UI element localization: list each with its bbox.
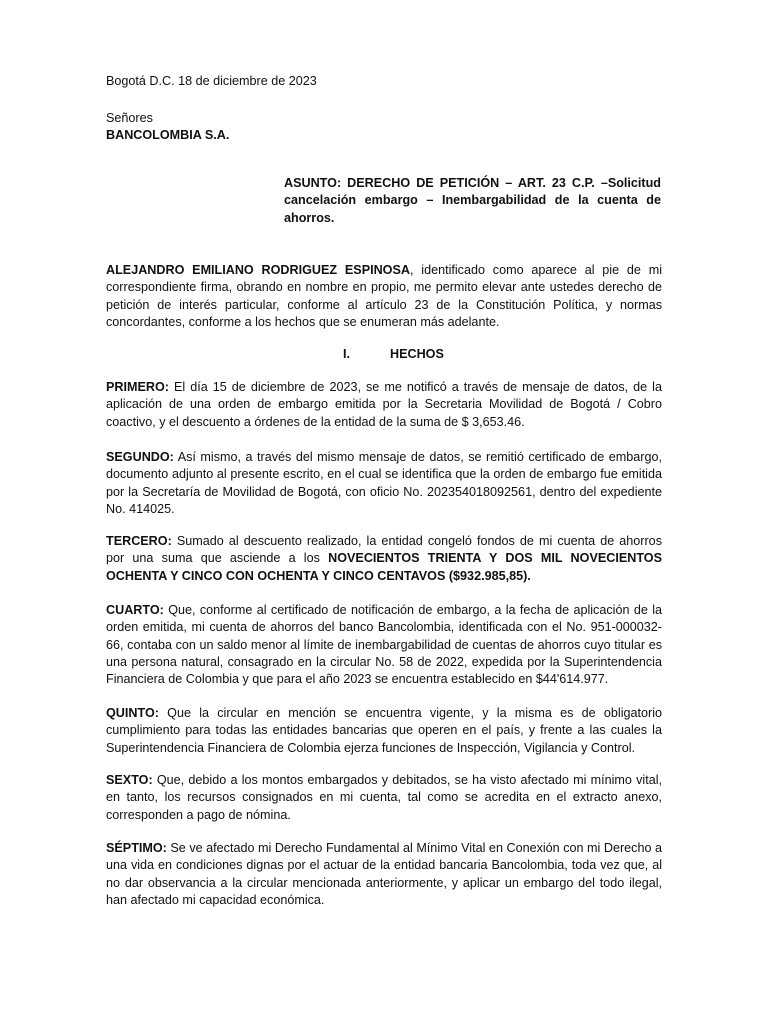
section-title: HECHOS (390, 347, 444, 361)
addressee-block (106, 110, 229, 145)
fact-paragraph-septimo (106, 840, 662, 909)
recipient-name: BANCOLOMBIA S.A. (106, 128, 230, 143)
fact-paragraph-sexto (106, 772, 662, 824)
fact-paragraph-quinto (106, 705, 662, 757)
fact-label: TERCERO: (106, 534, 172, 548)
fact-paragraph-primero (106, 379, 662, 431)
fact-text: Que la circular en mención se encuentra vigente, y la misma es de obligatorio cumplimiento para todas las entidades bancarias que operen en el país, y frente a las cuales la Superintendencia Financiera de Colombia ejerza funciones de Inspección, Vigilancia y Control. (106, 706, 662, 755)
fact-paragraph-segundo (106, 449, 662, 518)
fact-label: SEXTO: (106, 773, 153, 787)
letter-date: Bogotá D.C. 18 de diciembre de 2023 (106, 74, 317, 88)
fact-text: Sumado al descuento realizado, la entidad congeló fondos de mi cuenta de ahorros por una suma que asciende a los (106, 534, 662, 566)
intro-text: , identificado como aparece al pie de mi correspondiente firma, obrando en nombre en propio, me permito elevar ante ustedes derecho de petición de interés particular, conforme al artículo 23 de la Constitución Política, y normas concordantes, conforme a los hechos que se enumeran más adelante. (106, 263, 663, 329)
frozen-amount: NOVECIENTOS TRIENTA Y DOS MIL NOVECIENTOS OCHENTA Y CINCO CON OCHENTA Y CINCO CENTAVOS ($932.985,85). (106, 551, 662, 583)
fact-paragraph-cuarto (106, 602, 662, 688)
fact-text: Así mismo, a través del mismo mensaje de datos, se remitió certificado de embargo, documento adjunto al presente escrito, en el cual se identifica que la orden de embargo fue emitida por la Secretaría de Movilidad de Bogotá, con oficio No. 202354018092561, dentro del expediente No. 414025. (106, 450, 662, 516)
fact-text: El día 15 de diciembre de 2023, se me notificó a través de mensaje de datos, de la aplicación de una orden de embargo emitida por la Secretaria Movilidad de Bogotá / Cobro coactivo, y el descuento a órdenes de la entidad de la suma de $ 3,653.46. (106, 380, 662, 429)
intro-paragraph (106, 262, 662, 331)
fact-text: Que, debido a los montos embargados y debitados, se ha visto afectado mi mínimo vital, en tanto, los recursos consignados en mi cuenta, tal como se acredita en el extracto anexo, corresponden a pago de nómina. (106, 773, 662, 822)
section-heading (343, 346, 444, 363)
fact-label: SÉPTIMO: (106, 841, 167, 855)
fact-label: CUARTO: (106, 603, 164, 617)
section-number: I. (343, 347, 350, 361)
salutation: Señores (106, 111, 153, 125)
fact-label: QUINTO: (106, 706, 159, 720)
fact-label: PRIMERO: (106, 380, 169, 394)
petitioner-name: ALEJANDRO EMILIANO RODRIGUEZ ESPINOSA (106, 263, 410, 277)
fact-label: SEGUNDO: (106, 450, 174, 464)
subject-line: ASUNTO: DERECHO DE PETICIÓN – ART. 23 C.P. –Solicitud cancelación embargo – Inembargabilidad de la cuenta de ahorros. (284, 176, 661, 225)
fact-text: Se ve afectado mi Derecho Fundamental al Mínimo Vital en Conexión con mi Derecho a una vida en condiciones dignas por el actuar de la entidad bancaria Bancolombia, toda vez que, al no dar observancia a la circular mencionada anteriormente, y aplicar un embargo del todo ilegal, han afectado mi capacidad económica. (106, 841, 662, 907)
fact-text: Que, conforme al certificado de notificación de embargo, a la fecha de aplicación de la orden emitida, mi cuenta de ahorros del banco Bancolombia, identificada con el No. 951-000032-66, contaba con un saldo menor al límite de inembargabilidad de cuentas de ahorros cuyo titular es una persona natural, consagrado en la circular No. 58 de 2022, expedida por la Superintendencia Financiera de Colombia y que para el año 2023 se encuentra establecido en $44'614.977. (106, 603, 662, 687)
fact-paragraph-tercero (106, 533, 662, 585)
